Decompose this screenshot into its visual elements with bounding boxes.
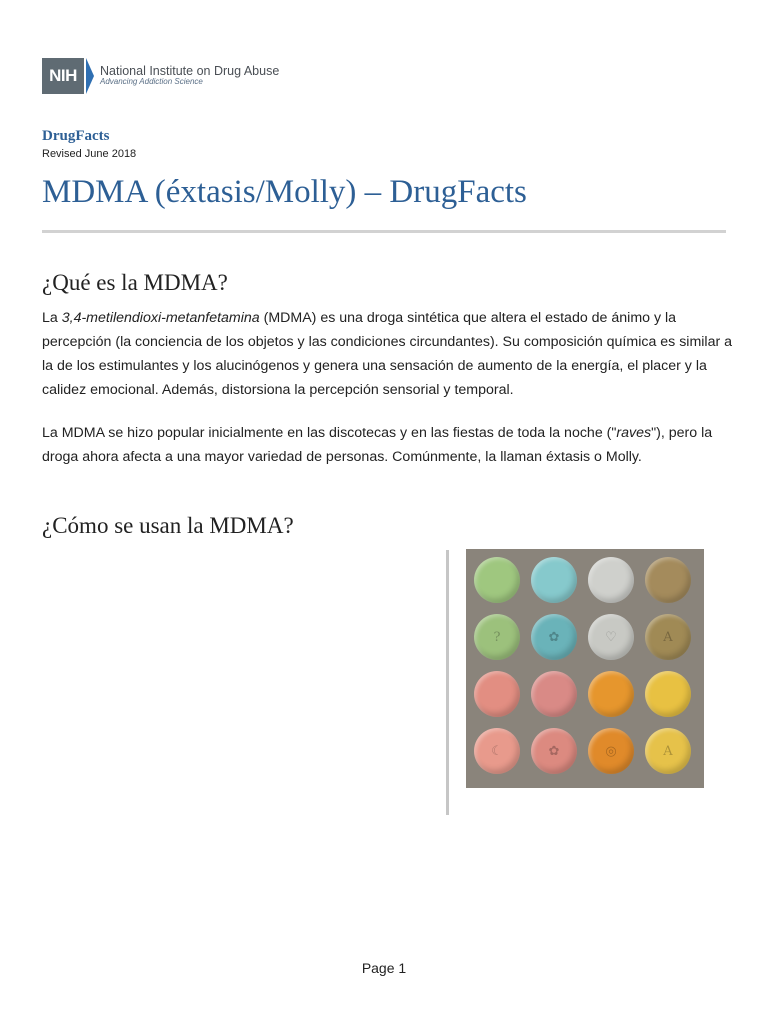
pill-tablet (474, 728, 520, 774)
pill-imprint: ✿ (548, 629, 560, 645)
drugfacts-link[interactable]: DrugFacts (42, 128, 110, 144)
mdma-pills-photo (466, 549, 704, 788)
pill-tablet (645, 557, 691, 603)
nida-logo[interactable] (42, 58, 279, 94)
section-heading-what-is: ¿Qué es la MDMA? (42, 270, 228, 295)
title-divider (42, 230, 726, 233)
nih-logo-mark: NIH (42, 58, 84, 94)
pill-imprint: ✿ (548, 743, 560, 759)
page-number: Page 1 (361, 960, 407, 976)
pill-tablet (531, 557, 577, 603)
paragraph-definition (42, 306, 732, 402)
sidebar-divider (446, 550, 449, 815)
pill-imprint: ◎ (605, 743, 617, 759)
pill-tablet (588, 728, 634, 774)
pill-tablet (531, 614, 577, 660)
paragraph-text: "), pero la droga ahora afecta a una mayor variedad de personas. Comúnmente, la llaman éxtasis o Molly. (42, 425, 713, 465)
pill-tablet (474, 557, 520, 603)
paragraph-text: La (42, 310, 62, 326)
pill-tablet (474, 671, 520, 717)
pill-imprint: A (663, 629, 673, 645)
pill-tablet (531, 671, 577, 717)
pill-imprint: ♡ (605, 629, 617, 645)
logo-text (100, 65, 279, 88)
pill-tablet (588, 557, 634, 603)
pill-imprint: ☾ (491, 743, 503, 759)
pill-tablet (645, 728, 691, 774)
paragraph-text: La MDMA se hizo popular inicialmente en las discotecas y en las fiestas de toda la noche (" (42, 425, 617, 441)
pill-tablet (474, 614, 520, 660)
chemical-name: 3,4-metilendioxi-metanfetamina (61, 310, 260, 326)
logo-name: National Institute on Drug Abuse (100, 63, 280, 78)
section-heading-how-used: ¿Cómo se usan la MDMA? (42, 513, 294, 538)
revised-date: Revised June 2018 (42, 148, 137, 160)
page-title: MDMA (éxtasis/Molly) – DrugFacts (42, 174, 527, 210)
pill-tablet (588, 614, 634, 660)
paragraph-text: (MDMA) es una droga sintética que altera el estado de ánimo y la percepción (la conciencia de los objetos y las condiciones circundantes). Su composición química es similar a la de los estimulantes y los alucinógenos y genera una sensación de aumento de la energía, el placer y la calidez emocional. Además, distorsiona la percepción sensorial y temporal. (42, 310, 733, 398)
nih-arrow-icon (86, 58, 94, 94)
raves-term: raves (616, 425, 652, 441)
paragraph-popularity (42, 421, 732, 469)
pill-imprint: ? (493, 629, 501, 645)
pill-tablet (645, 671, 691, 717)
logo-tagline: Advancing Addiction Science (100, 77, 203, 87)
pill-tablet (645, 614, 691, 660)
pill-tablet (531, 728, 577, 774)
pill-tablet (588, 671, 634, 717)
pill-imprint: A (663, 743, 673, 759)
